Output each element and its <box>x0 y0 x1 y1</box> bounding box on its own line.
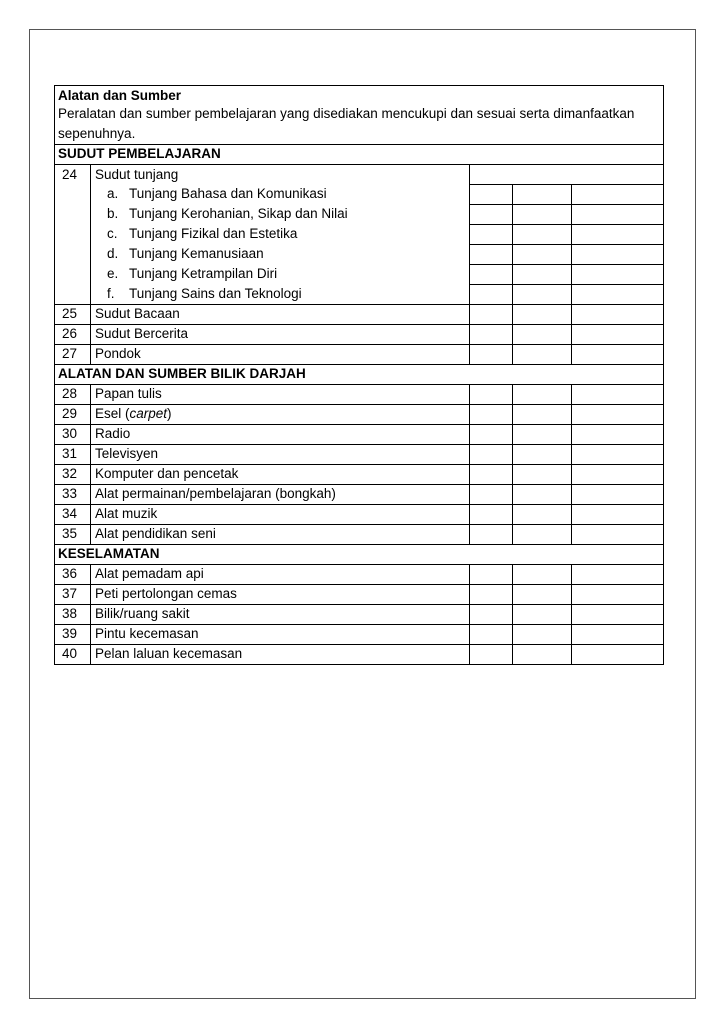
sub-item-letter: b. <box>107 206 119 222</box>
checkbox-cell[interactable] <box>513 404 572 424</box>
checkbox-cell[interactable] <box>513 224 572 244</box>
checkbox-cell[interactable] <box>572 284 664 304</box>
checkbox-cell[interactable] <box>572 464 664 484</box>
item-number: 27 <box>55 344 91 364</box>
checkbox-cell[interactable] <box>572 184 664 204</box>
checkbox-cell[interactable] <box>572 644 664 664</box>
checkbox-cell[interactable] <box>470 204 513 224</box>
checkbox-cell[interactable] <box>572 304 664 324</box>
checkbox-cell[interactable] <box>470 264 513 284</box>
checkbox-cell[interactable] <box>513 204 572 224</box>
checkbox-cell[interactable] <box>470 324 513 344</box>
checkbox-cell[interactable] <box>572 484 664 504</box>
item-number: 38 <box>55 604 91 624</box>
item-label: Televisyen <box>91 444 470 464</box>
item-number: 35 <box>55 524 91 544</box>
checkbox-cell[interactable] <box>470 464 513 484</box>
table-row <box>55 304 664 324</box>
checkbox-cell[interactable] <box>470 384 513 404</box>
checkbox-cell[interactable] <box>513 304 572 324</box>
item-label: Alat pendidikan seni <box>91 524 470 544</box>
item-label-pre: Esel ( <box>95 406 130 422</box>
table-row <box>55 384 664 404</box>
checkbox-cell[interactable] <box>513 344 572 364</box>
section-header-row <box>55 144 664 164</box>
item-label: Peti pertolongan cemas <box>91 584 470 604</box>
checkbox-cell[interactable] <box>513 484 572 504</box>
checkbox-cell[interactable] <box>513 324 572 344</box>
item-label: Pondok <box>91 344 470 364</box>
checkbox-cell[interactable] <box>572 624 664 644</box>
table-row <box>55 324 664 344</box>
item-label: Sudut Bacaan <box>91 304 470 324</box>
sub-item-row <box>55 184 664 204</box>
item-number: 30 <box>55 424 91 444</box>
section-header-row <box>55 544 664 564</box>
table-row <box>55 584 664 604</box>
checkbox-cell[interactable] <box>470 504 513 524</box>
checkbox-cell[interactable] <box>572 584 664 604</box>
section-title: ALATAN DAN SUMBER BILIK DARJAH <box>55 364 664 384</box>
item-label: Sudut Bercerita <box>91 324 470 344</box>
sub-item-text: Tunjang Bahasa dan Komunikasi <box>129 186 327 202</box>
sub-item-row <box>55 224 664 244</box>
sub-item-row <box>55 284 664 304</box>
checkbox-cell[interactable] <box>513 264 572 284</box>
item-label: Papan tulis <box>91 384 470 404</box>
checkbox-cell[interactable] <box>572 424 664 444</box>
checkbox-cell[interactable] <box>513 564 572 584</box>
checkbox-cell[interactable] <box>470 604 513 624</box>
item-label: Pintu kecemasan <box>91 624 470 644</box>
checkbox-cell[interactable] <box>572 264 664 284</box>
checkbox-cell[interactable] <box>513 184 572 204</box>
checkbox-cell[interactable] <box>572 504 664 524</box>
item-number: 28 <box>55 384 91 404</box>
checkbox-cell[interactable] <box>513 584 572 604</box>
checkbox-cell[interactable] <box>470 184 513 204</box>
table-row <box>55 604 664 624</box>
item-number: 29 <box>55 404 91 424</box>
sub-item-letter: f. <box>107 286 115 301</box>
number-blank-cell <box>55 224 91 244</box>
table-row <box>55 164 664 184</box>
checkbox-cell[interactable] <box>572 444 664 464</box>
checkbox-cell[interactable] <box>572 384 664 404</box>
checkbox-cell[interactable] <box>572 224 664 244</box>
item-number: 34 <box>55 504 91 524</box>
sub-item-text: Tunjang Ketrampilan Diri <box>129 266 278 282</box>
item-number: 32 <box>55 464 91 484</box>
checkbox-cell[interactable] <box>470 284 513 304</box>
checkbox-cell[interactable] <box>572 324 664 344</box>
number-blank-cell <box>55 264 91 284</box>
checkbox-cell[interactable] <box>470 304 513 324</box>
sub-item-letter: c. <box>107 226 118 242</box>
sub-item-label <box>91 184 470 204</box>
checkbox-cell[interactable] <box>572 524 664 544</box>
checkbox-cell[interactable] <box>513 284 572 304</box>
table-row <box>55 524 664 544</box>
sub-item-row <box>55 264 664 284</box>
checklist-table <box>54 85 664 665</box>
table-row <box>55 404 664 424</box>
item-label <box>91 404 470 424</box>
checkbox-cell[interactable] <box>572 344 664 364</box>
item-number: 26 <box>55 324 91 344</box>
table-row <box>55 644 664 664</box>
checkbox-cell[interactable] <box>513 504 572 524</box>
item-label: Sudut tunjang <box>91 164 470 184</box>
checkbox-cell[interactable] <box>572 564 664 584</box>
item-label: Radio <box>91 424 470 444</box>
checkbox-cell[interactable] <box>470 224 513 244</box>
section-title: SUDUT PEMBELAJARAN <box>55 144 664 164</box>
item-label: Alat permainan/pembelajaran (bongkah) <box>91 484 470 504</box>
table-row <box>55 564 664 584</box>
checkbox-cell[interactable] <box>470 624 513 644</box>
item-number: 39 <box>55 624 91 644</box>
table-row <box>55 424 664 444</box>
intro-cell <box>55 86 664 145</box>
checkbox-cell[interactable] <box>513 464 572 484</box>
checkbox-cell[interactable] <box>513 244 572 264</box>
sub-item-label <box>91 244 470 264</box>
item-label-italic: carpet <box>129 406 168 422</box>
checkbox-cell[interactable] <box>470 484 513 504</box>
sub-item-label <box>91 264 470 284</box>
checkbox-cell[interactable] <box>470 404 513 424</box>
item-label: Bilik/ruang sakit <box>91 604 470 624</box>
checkbox-cell[interactable] <box>470 524 513 544</box>
checkbox-cell[interactable] <box>470 584 513 604</box>
number-blank-cell <box>55 204 91 224</box>
sub-item-letter: a. <box>107 186 119 202</box>
item-number: 33 <box>55 484 91 504</box>
item-label-post: ) <box>167 406 172 422</box>
checkbox-cell[interactable] <box>513 444 572 464</box>
item-label: Alat pemadam api <box>91 564 470 584</box>
checkbox-cell[interactable] <box>513 384 572 404</box>
sub-item-label <box>91 284 470 304</box>
sub-item-label <box>91 224 470 244</box>
checkbox-cell[interactable] <box>513 644 572 664</box>
sub-item-row <box>55 244 664 264</box>
intro-text: Peralatan dan sumber pembelajaran yang disediakan mencukupi dan sesuai serta dimanfaatkan sepenuhnya. <box>58 105 635 141</box>
sub-item-letter: d. <box>107 246 119 262</box>
checkbox-cell[interactable] <box>470 644 513 664</box>
checkbox-cell[interactable] <box>513 524 572 544</box>
blank-cell <box>470 164 664 184</box>
table-row <box>55 444 664 464</box>
table-row <box>55 464 664 484</box>
checkbox-cell[interactable] <box>572 204 664 224</box>
sub-item-text: Tunjang Sains dan Teknologi <box>129 286 302 301</box>
checkbox-cell[interactable] <box>470 344 513 364</box>
checkbox-cell[interactable] <box>470 564 513 584</box>
checkbox-cell[interactable] <box>513 424 572 444</box>
item-number: 24 <box>55 164 91 184</box>
section-header-row <box>55 364 664 384</box>
intro-title: Alatan dan Sumber <box>58 88 182 103</box>
number-blank-cell <box>55 184 91 204</box>
checkbox-cell[interactable] <box>513 604 572 624</box>
item-number: 37 <box>55 584 91 604</box>
sub-item-letter: e. <box>107 266 119 282</box>
item-label: Alat muzik <box>91 504 470 524</box>
checkbox-cell[interactable] <box>572 404 664 424</box>
item-number: 36 <box>55 564 91 584</box>
section-title: KESELAMATAN <box>55 544 664 564</box>
sub-item-row <box>55 204 664 224</box>
number-blank-cell <box>55 284 91 304</box>
intro-row <box>55 86 664 145</box>
checkbox-cell[interactable] <box>470 244 513 264</box>
item-number: 31 <box>55 444 91 464</box>
number-blank-cell <box>55 244 91 264</box>
item-label: Komputer dan pencetak <box>91 464 470 484</box>
item-label: Pelan laluan kecemasan <box>91 644 470 664</box>
sub-item-text: Tunjang Kemanusiaan <box>129 246 264 262</box>
checkbox-cell[interactable] <box>572 244 664 264</box>
table-row <box>55 344 664 364</box>
checkbox-cell[interactable] <box>470 444 513 464</box>
table-row <box>55 504 664 524</box>
sub-item-text: Tunjang Fizikal dan Estetika <box>129 226 298 242</box>
sub-item-text: Tunjang Kerohanian, Sikap dan Nilai <box>129 206 348 222</box>
checkbox-cell[interactable] <box>513 624 572 644</box>
checkbox-cell[interactable] <box>572 604 664 624</box>
table-row <box>55 484 664 504</box>
item-number: 25 <box>55 304 91 324</box>
sub-item-label <box>91 204 470 224</box>
item-number: 40 <box>55 644 91 664</box>
table-row <box>55 624 664 644</box>
checkbox-cell[interactable] <box>470 424 513 444</box>
